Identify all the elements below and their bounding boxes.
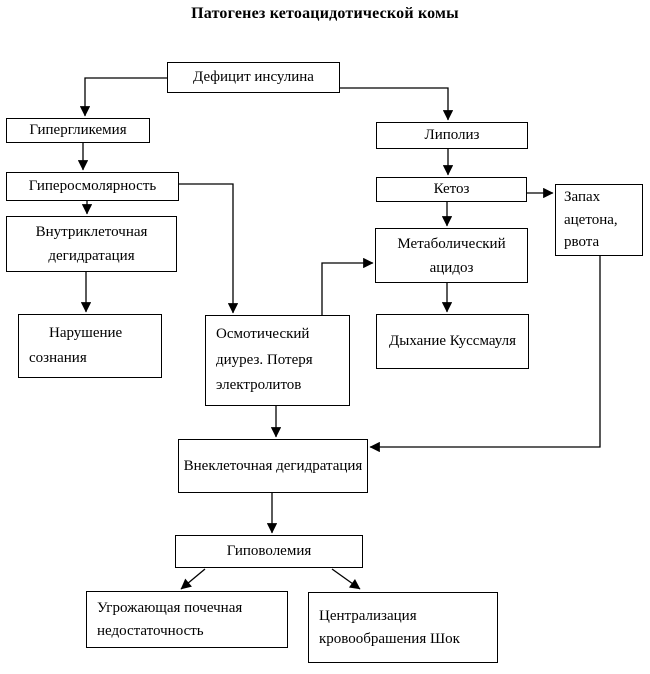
node-ketosis: [376, 177, 527, 202]
node-intracellular-dehydration: [6, 216, 177, 272]
node-lipolysis: [376, 122, 528, 149]
arrow-insulin-to-hyperglycemia: [85, 78, 167, 116]
arrow-hyperosmolarity-to-osmotic-diuresis: [179, 184, 233, 313]
node-hyperosmolarity-label: Гиперосмолярность: [28, 177, 157, 194]
node-osmotic-diuresis: [205, 315, 350, 406]
arrow-hypovolemia-to-renal-failure: [181, 569, 205, 589]
node-hyperglycemia: [6, 118, 150, 143]
node-hyperglycemia-label: Гипергликемия: [29, 121, 127, 138]
node-kussmaul-breathing: [376, 314, 529, 369]
node-extracellular-dehydration: [178, 439, 368, 493]
node-kussmaul-breathing-label: Дыхание Куссмауля: [389, 333, 516, 350]
node-consciousness-disorder: [18, 314, 162, 378]
node-metabolic-acidosis-label: Метаболический ацидоз: [397, 235, 506, 276]
node-hypovolemia: [175, 535, 363, 568]
node-circulation-centralization-label: Централизация кровообрашения Шок: [319, 608, 460, 647]
node-hyperosmolarity: [6, 172, 179, 201]
node-extracellular-dehydration-label: Внеклеточная дегидратация: [183, 457, 363, 474]
node-acetone-smell: [555, 184, 643, 256]
arrow-osmotic-diuresis-to-metabolic-acidosis: [322, 263, 373, 315]
diagram-title: Патогенез кетоацидотической комы: [191, 5, 459, 22]
arrow-insulin-to-lipolysis: [340, 88, 448, 120]
node-osmotic-diuresis-label: Осмотический диурез. Потеря электролитов: [216, 326, 313, 394]
node-renal-failure-label: Угрожающая почечная недостаточность: [97, 600, 243, 639]
node-intracellular-dehydration-label: Внутриклеточная дегидратация: [35, 224, 148, 264]
node-hypovolemia-label: Гиповолемия: [226, 542, 312, 559]
node-insulin-deficiency: [167, 62, 340, 93]
arrow-hypovolemia-to-centralization: [332, 569, 360, 589]
node-lipolysis-label: Липолиз: [424, 126, 480, 143]
node-ketosis-label: Кетоз: [433, 180, 470, 197]
node-metabolic-acidosis: [375, 228, 528, 283]
node-acetone-smell-label: Запах ацетона, рвота: [564, 189, 618, 251]
node-insulin-deficiency-label: Дефицит инсулина: [193, 68, 314, 85]
node-circulation-centralization: [308, 592, 498, 663]
node-consciousness-disorder-label: Нарушение сознания: [29, 324, 123, 366]
node-renal-failure: [86, 591, 288, 648]
